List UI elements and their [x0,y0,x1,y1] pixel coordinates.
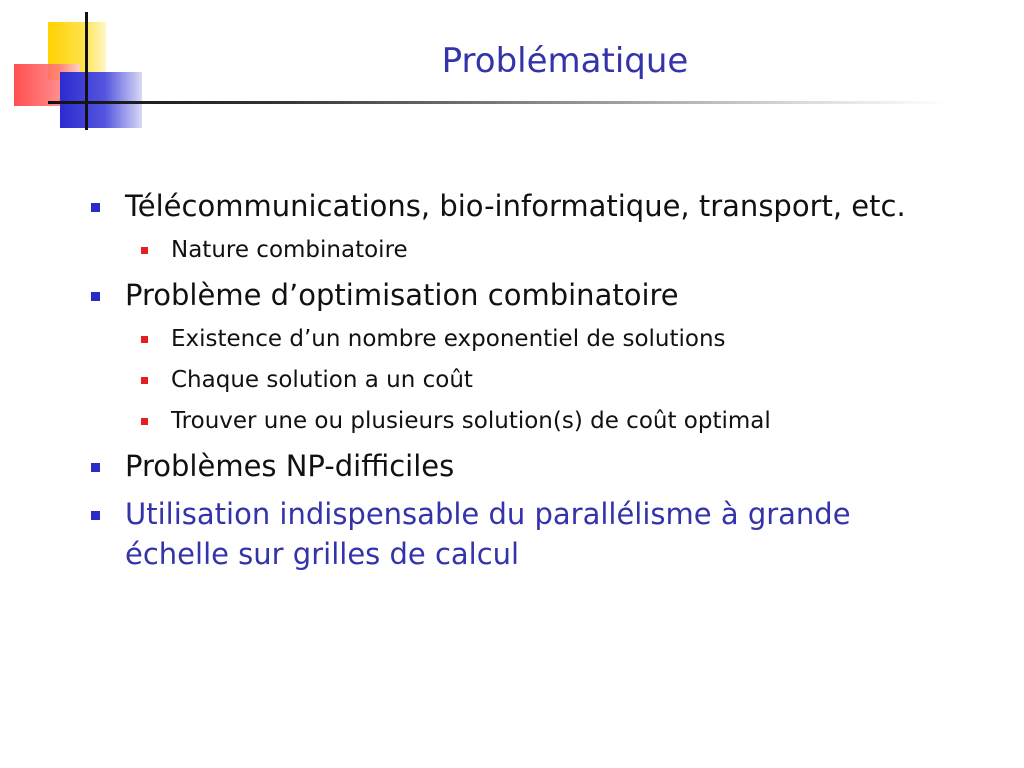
square-bullet-icon [91,511,100,520]
bullet-item [88,446,948,486]
square-bullet-icon [141,336,148,343]
logo-vertical-line [85,12,88,130]
sub-bullet-item [88,360,948,401]
bullet-text: Problème d’optimisation combinatoire [125,278,679,312]
title-underline [48,101,948,104]
slide-logo-decoration [0,0,150,140]
bullet-text-line2: échelle sur grilles de calcul [125,537,520,571]
sub-bullet-text: Chaque solution a un coût [171,367,473,393]
sub-bullet-text: Existence d’un nombre exponentiel de solutions [171,326,726,352]
bullet-text: Problèmes NP-difficiles [125,449,455,483]
square-bullet-icon [91,292,100,301]
bullet-text-line1: Utilisation indispensable du parallélisme à grande [125,497,851,531]
sub-bullet-text: Trouver une ou plusieurs solution(s) de coût optimal [171,408,771,434]
sub-bullet-item [88,230,948,271]
bullet-item-highlight [88,494,948,574]
sub-bullet-text: Nature combinatoire [171,237,408,263]
bullet-text: Télécommunications, bio-informatique, transport, etc. [125,189,906,223]
logo-blue-square [60,72,142,128]
square-bullet-icon [91,463,100,472]
square-bullet-icon [141,247,148,254]
bullet-item [88,275,948,315]
slide-title: Problématique [441,41,689,81]
square-bullet-icon [141,377,148,384]
slide-bullet-list [88,186,948,578]
square-bullet-icon [141,418,148,425]
sub-bullet-item [88,401,948,442]
square-bullet-icon [91,203,100,212]
sub-bullet-item [88,319,948,360]
bullet-item [88,186,948,226]
